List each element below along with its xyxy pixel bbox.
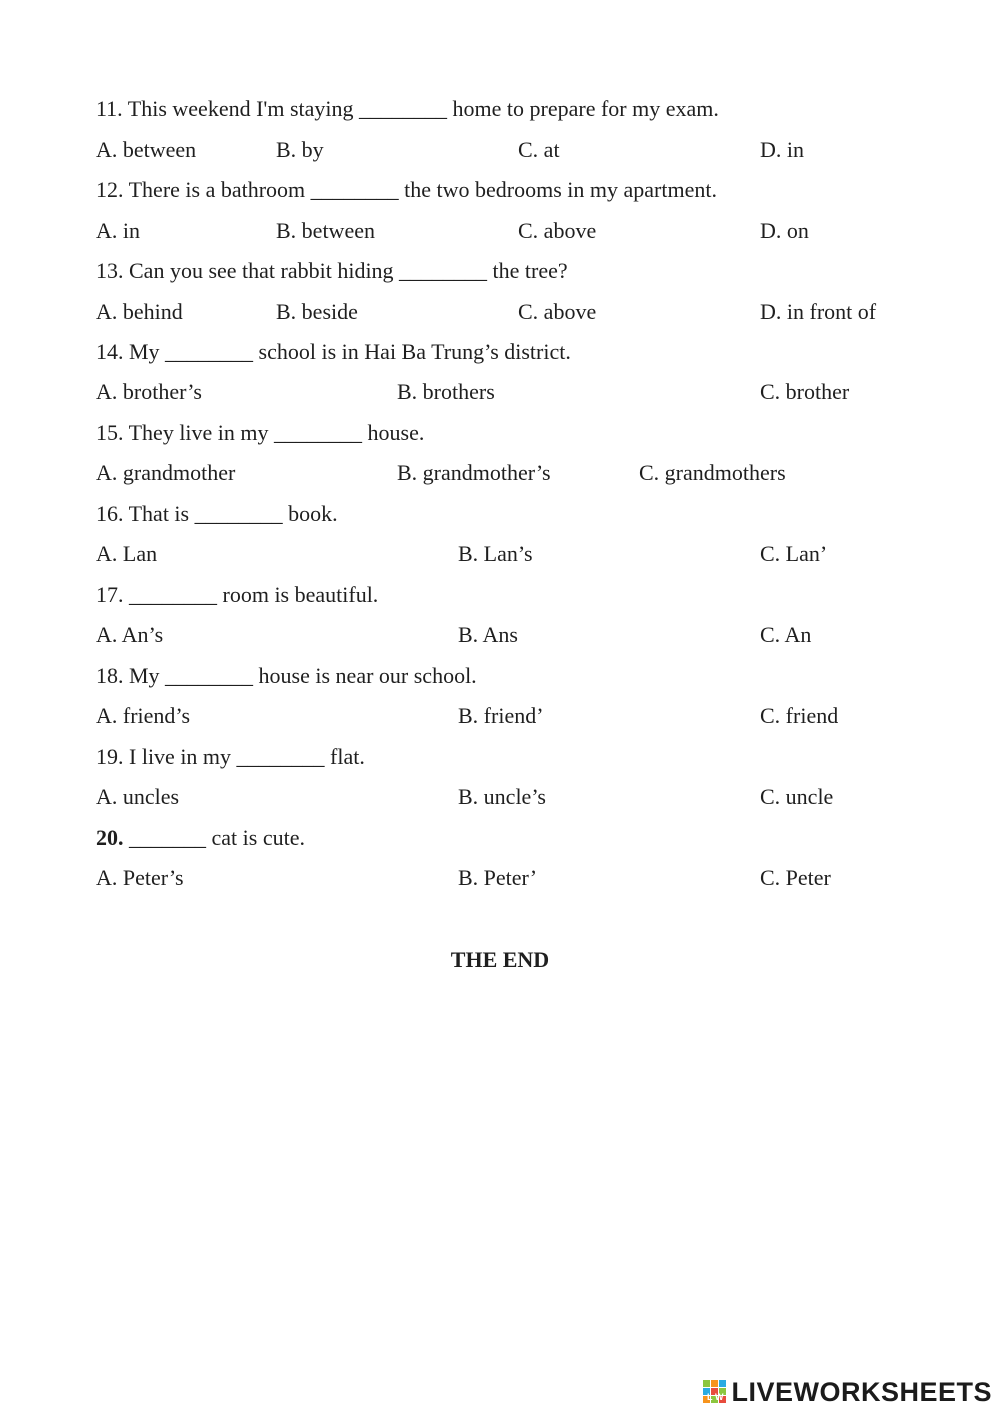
option-a[interactable]: A. Lan <box>96 541 158 566</box>
option-c[interactable]: C. Peter <box>760 865 831 890</box>
option-b[interactable]: B. Lan’s <box>458 541 533 566</box>
option-b[interactable]: B. beside <box>276 299 358 324</box>
option-b[interactable]: B. brothers <box>397 379 495 404</box>
logo-mark-icon <box>703 1380 727 1404</box>
question-number: 18. <box>96 663 124 688</box>
question-number: 11. <box>96 96 123 121</box>
svg-text:W: W <box>715 1392 724 1402</box>
end-heading: THE END <box>450 947 550 972</box>
question-number: 14. <box>96 339 124 364</box>
option-d[interactable]: D. in <box>760 137 804 162</box>
option-d[interactable]: D. in front of <box>760 299 877 324</box>
option-c[interactable]: C. Lan’ <box>760 541 828 566</box>
question-text: _______ cat is cute. <box>129 825 305 850</box>
question-18 <box>96 663 477 689</box>
option-c[interactable]: C. An <box>760 622 812 647</box>
logo-squares-icon <box>703 1380 727 1404</box>
question-text: My ________ school is in Hai Ba Trung’s district. <box>129 339 571 364</box>
question-number: 12. <box>96 177 124 202</box>
option-c[interactable]: C. uncle <box>760 784 834 809</box>
option-b[interactable]: B. Peter’ <box>458 865 538 890</box>
option-a[interactable]: A. uncles <box>96 784 180 809</box>
logo-text: LIVEWORKSHEETS <box>731 1376 992 1407</box>
option-a[interactable]: A. brother’s <box>96 379 202 404</box>
option-b[interactable]: B. Ans <box>458 622 518 647</box>
question-number: 17. <box>96 582 124 607</box>
question-text: Can you see that rabbit hiding ________ the tree? <box>129 258 568 283</box>
question-text: That is ________ book. <box>128 501 338 526</box>
question-14 <box>96 339 571 365</box>
question-16 <box>96 501 338 527</box>
question-15 <box>96 420 424 446</box>
question-text: This weekend I'm staying ________ home to prepare for my exam. <box>127 96 719 121</box>
option-a[interactable]: A. friend’s <box>96 703 191 728</box>
question-17 <box>96 582 378 608</box>
question-20 <box>96 825 305 851</box>
option-c[interactable]: C. at <box>518 137 560 162</box>
option-a[interactable]: A. An’s <box>96 622 164 647</box>
option-d[interactable]: D. on <box>760 218 809 243</box>
question-number: 13. <box>96 258 124 283</box>
question-12 <box>96 177 717 203</box>
liveworksheets-logo <box>703 1377 992 1407</box>
question-text: They live in my ________ house. <box>128 420 425 445</box>
option-a[interactable]: A. behind <box>96 299 183 324</box>
question-text: ________ room is beautiful. <box>129 582 379 607</box>
option-b[interactable]: B. by <box>276 137 324 162</box>
option-c[interactable]: C. grandmothers <box>639 460 786 485</box>
question-11 <box>96 96 719 122</box>
question-19 <box>96 744 365 770</box>
question-13 <box>96 258 568 284</box>
option-b[interactable]: B. uncle’s <box>458 784 546 809</box>
option-a[interactable]: A. in <box>96 218 140 243</box>
option-a[interactable]: A. grandmother <box>96 460 236 485</box>
option-c[interactable]: C. friend <box>760 703 839 728</box>
question-number: 20. <box>96 825 124 850</box>
option-a[interactable]: A. between <box>96 137 197 162</box>
question-text: My ________ house is near our school. <box>129 663 477 688</box>
option-c[interactable]: C. above <box>518 299 597 324</box>
option-b[interactable]: B. between <box>276 218 375 243</box>
option-b[interactable]: B. grandmother’s <box>397 460 551 485</box>
svg-text:L: L <box>707 1392 713 1402</box>
option-c[interactable]: C. above <box>518 218 597 243</box>
question-number: 16. <box>96 501 124 526</box>
question-number: 15. <box>96 420 124 445</box>
option-b[interactable]: B. friend’ <box>458 703 544 728</box>
option-a[interactable]: A. Peter’s <box>96 865 184 890</box>
option-c[interactable]: C. brother <box>760 379 850 404</box>
question-text: There is a bathroom ________ the two bedrooms in my apartment. <box>128 177 717 202</box>
question-text: I live in my ________ flat. <box>129 744 365 769</box>
question-number: 19. <box>96 744 124 769</box>
